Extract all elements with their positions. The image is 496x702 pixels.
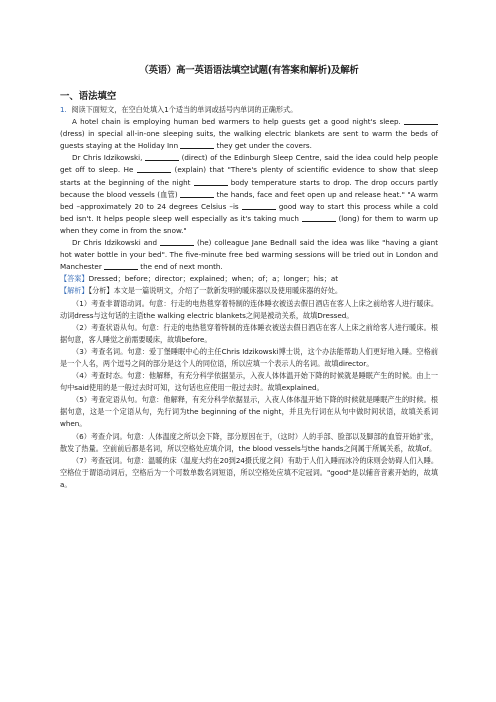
answer-blank [302,213,336,222]
passage-text: (long) for them to warm up when they come in from the snow." [60,213,438,235]
passage-text: the end of next month. [138,262,223,272]
question-number: 1. [60,105,67,114]
answer-blank [242,201,276,210]
explanation-item: （6）考查介词。句意：人体温度之所以会下降，部分原因在于，（这时）人的手部、脸部以及脚部的血管开始扩张，散发了热量。空前前后都是名词，所以空格处应填介词，the blood vessels与the hands之间属于所属关系，故填of。 [60,431,438,453]
passage-text: good way to start this process while a cold bed isn't. It helps people sleep well especially as it's taking much [60,201,439,223]
instruction-text: 阅读下面短文，在空白处填入1个适当的单词或括号内单词的正确形式。 [71,105,298,114]
analysis-tag: 【解析】 [60,286,89,296]
passage-paragraph [60,116,438,152]
answer-blank [180,140,214,149]
passage-text: (he) colleague Jane Bednall said the idea was like "having a giant hot water bottle in your bed". The five-minute free bed warming sessions will be tried out in London and Manchester [60,238,438,272]
analysis-text: 【分析】本文是一篇说明文，介绍了一款新发明的暖床器以及使用暖床器的好处。 [88,286,343,296]
answer-blank [160,237,194,246]
passage-text: A hotel chain is employing human bed warmers to help guests get a good night's sleep. [72,117,404,127]
question-instruction [60,104,438,116]
answer-blank [104,261,138,270]
passage [60,116,438,273]
section-heading: 一、语法填空 [60,91,117,102]
passage-text: body temperature starts to drop. The drop occurs partly because the blood vessels (血管) [60,177,438,199]
passage-paragraph [60,152,438,237]
passage-paragraph [60,237,438,273]
passage-text: (dress) in special all-in-one sleeping suits, the walking electric blankets are sent to warm the beds of guests staying at the Holiday Inn [60,129,438,151]
analysis-line [60,285,438,297]
explanation-item: （4）考查时态。句意：他解释，有充分科学依据显示，入夜人体体温开始下降的时候就是睡眠产生的时候。由上一句中said使用的是一般过去时可知，这句话也应使用一般过去时。故填explained。 [60,371,438,393]
passage-text: the hands, face and feet open up and release heat." "A warm bed –approximately 20 to 24 degrees Celsius –is [60,189,438,211]
page-title: （英语）高一英语语法填空试题(有答案和解析)及解析 [139,65,359,76]
answer-blank [194,177,228,186]
explanations [60,298,438,492]
answer-blank [145,152,179,161]
passage-text: they get under the covers. [214,141,312,151]
explanation-item: （1）考查非谓语动词。句意：行走的电热毯穿着特制的连体睡衣被送去假日酒店在客人上床之前给客人进行暖床。动词dress与这句话的主语the walking electric blankets之间是被动关系，故填Dressed。 [60,298,438,320]
document-page [60,62,438,491]
answer-blank [404,116,438,125]
explanation-item: （3）考查名词。句意：爱丁堡睡眠中心的主任Chris Idzikowski博士说，这个办法能帮助人们更好地入睡。空格前是一个人名，两个逗号之间的部分是这个人的同位语，所以应填一个表示人的名词。故填director。 [60,346,438,368]
answer-line [60,273,438,285]
passage-text: Dr Chris Idzikowski, [72,153,145,163]
explanation-item: （2）考查状语从句。句意：行走的电热毯穿着特制的连体睡衣被送去假日酒店在客人上床之前给客人进行暖床。根据句意，客人睡觉之前需要暖床，故填before。 [60,322,438,344]
passage-text: (direct) of the Edinburgh Sleep Centre, said the idea could help people get off to sleep. He [60,153,438,175]
answer-text: Dressed；before；director；explained；when；of；a；longer；his；at [88,274,339,284]
explanation-item: （7）考查冠词。句意：温暖的床（温度大约在20到24摄氏度之间）有助于人们入睡而冰冷的床则会妨碍人们入睡。空格位于谓语动词后，空格后为一个可数单数名词短语，所以空格处应填不定冠词。"good"是以辅音音素开始的，故填a。 [60,455,438,489]
explanation-item: （5）考查定语从句。句意：他解释，有充分科学依据显示，入夜人体体温开始下降的时候就是睡眠产生的时候。根据句意，这是一个定语从句，先行词为the beginning of the night，并且先行词在从句中做时间状语，故填关系词when。 [60,395,438,429]
answer-tag: 【答案】 [60,274,89,284]
passage-text: (explain) that "There's plenty of scientific evidence to show that sleep starts at the beginning of the night [60,165,439,187]
answer-blank [180,189,214,198]
passage-text: Dr Chris Idzikowski and [72,238,161,248]
answer-blank [137,164,171,173]
